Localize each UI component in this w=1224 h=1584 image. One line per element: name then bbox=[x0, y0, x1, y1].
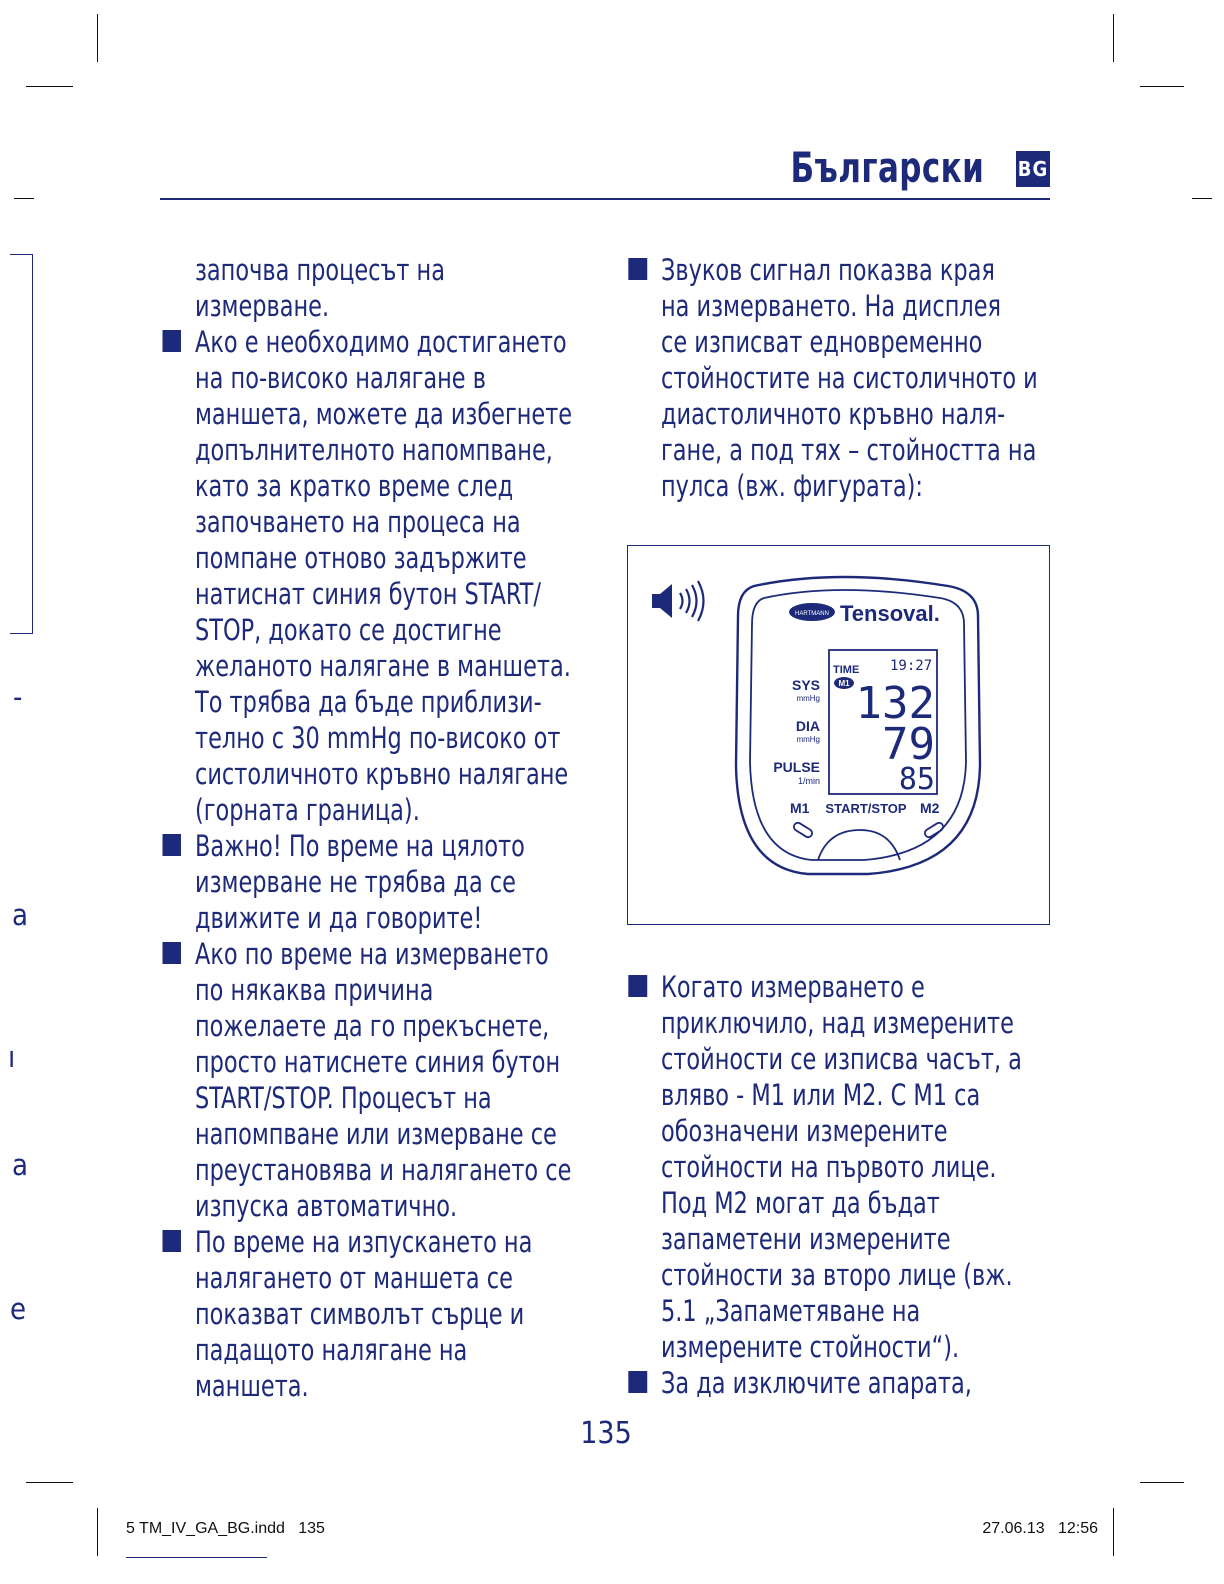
text-line: помпане отново задържите bbox=[195, 541, 527, 575]
bullet-square-icon bbox=[162, 1230, 181, 1252]
text-line: стойностите на систоличното и bbox=[661, 361, 1038, 395]
m1-button-label: M1 bbox=[790, 800, 810, 816]
page-title: Български bbox=[790, 143, 984, 192]
memory-indicator: M1 bbox=[838, 679, 850, 688]
pulse-unit: 1/min bbox=[797, 776, 820, 786]
crop-mark bbox=[26, 86, 73, 87]
bullet-square-icon bbox=[628, 1371, 647, 1393]
text-line: Важно! По време на цялото bbox=[195, 829, 525, 863]
text-line: започването на процеса на bbox=[195, 505, 521, 539]
text-line: Под M2 могат да бъдат bbox=[661, 1186, 940, 1220]
dia-unit: mmHg bbox=[796, 735, 820, 744]
paragraph bbox=[195, 252, 572, 324]
bullet-item bbox=[195, 936, 572, 1224]
crop-mark bbox=[14, 198, 34, 199]
text-line: просто натиснете синия бутон bbox=[195, 1045, 561, 1079]
bullet-square-icon bbox=[628, 975, 647, 997]
text-line: (горната граница). bbox=[195, 793, 420, 827]
crop-mark bbox=[1113, 14, 1114, 62]
footer-date: 27.06.13 12:56 bbox=[982, 1520, 1098, 1537]
m2-button-label: M2 bbox=[920, 800, 940, 816]
text-line: започва процесът на bbox=[195, 253, 445, 287]
text-line: То трябва да бъде приблизи- bbox=[195, 685, 542, 719]
pulse-label: PULSE bbox=[773, 759, 820, 775]
text-line: диастоличното кръвно наля- bbox=[661, 397, 1006, 431]
text-line: вляво - M1 или M2. С M1 са bbox=[661, 1078, 981, 1112]
right-column-bottom bbox=[661, 969, 1022, 1401]
margin-stub: е bbox=[10, 1292, 27, 1326]
text-line: телно с 30 mmHg по-високо от bbox=[195, 721, 561, 755]
bullet-item bbox=[195, 1224, 572, 1404]
text-line: стойности се изписва часът, а bbox=[661, 1042, 1022, 1076]
bullet-item bbox=[661, 252, 1038, 504]
text-line: За да изключите апарата, bbox=[661, 1366, 972, 1400]
text-line: запаметени измерените bbox=[661, 1222, 951, 1256]
crop-mark bbox=[97, 1508, 98, 1556]
text-line: показват символът сърце и bbox=[195, 1297, 525, 1331]
start-stop-button-label: START/STOP bbox=[825, 801, 907, 816]
text-line: напомпване или измерване се bbox=[195, 1117, 557, 1151]
text-line: натиснат синия бутон START/ bbox=[195, 577, 541, 611]
margin-stub: а bbox=[12, 1148, 28, 1182]
text-line: желаното налягане в маншета. bbox=[195, 649, 571, 683]
bullet-square-icon bbox=[162, 834, 181, 856]
language-badge: BG bbox=[1016, 151, 1050, 187]
crop-mark bbox=[26, 1482, 73, 1483]
text-line: По време на изпускането на bbox=[195, 1225, 533, 1259]
text-line: гане, а под тях – стойността на bbox=[661, 433, 1037, 467]
text-line: Звуков сигнал показва края bbox=[661, 253, 995, 287]
speaker-sound-icon bbox=[652, 581, 704, 621]
text-line: пулса (вж. фигурата): bbox=[661, 469, 923, 503]
text-line: допълнителното напомпване, bbox=[195, 433, 553, 467]
text-line: по някаква причина bbox=[195, 973, 434, 1007]
text-line: падащото налягане на bbox=[195, 1333, 468, 1367]
device-figure bbox=[627, 545, 1050, 925]
crop-mark bbox=[1140, 86, 1184, 87]
text-line: Ако по време на измерването bbox=[195, 937, 549, 971]
text-line: Ако е необходимо достигането bbox=[195, 325, 567, 359]
margin-stub: ı bbox=[8, 1040, 16, 1074]
text-line: измерване. bbox=[195, 289, 330, 323]
text-line: обозначени измерените bbox=[661, 1114, 948, 1148]
text-line: 5.1 „Запаметяване на bbox=[661, 1294, 921, 1328]
bullet-item bbox=[195, 324, 572, 828]
text-line: налягането от маншета се bbox=[195, 1261, 513, 1295]
text-line: измерване не трябва да се bbox=[195, 865, 516, 899]
dia-value: 79 bbox=[882, 719, 935, 770]
sys-value: 132 bbox=[855, 678, 935, 729]
bullet-item bbox=[661, 1365, 1022, 1401]
pulse-value: 85 bbox=[898, 762, 935, 797]
text-line: пожелаете да го прекъснете, bbox=[195, 1009, 550, 1043]
text-line: движите и да говорите! bbox=[195, 901, 483, 935]
bullet-square-icon bbox=[628, 258, 647, 280]
text-line: измерените стойности“). bbox=[661, 1330, 960, 1364]
margin-stub: а bbox=[12, 898, 28, 932]
text-line: STOP, докато се достигне bbox=[195, 613, 502, 647]
text-line: маншета, можете да избегнете bbox=[195, 397, 573, 431]
text-line: изпуска автоматично. bbox=[195, 1189, 458, 1223]
text-line: приключило, над измерените bbox=[661, 1006, 1014, 1040]
text-line: на по-високо налягане в bbox=[195, 361, 486, 395]
footer-rule bbox=[126, 1557, 267, 1558]
text-line: START/STOP. Процесът на bbox=[195, 1081, 492, 1115]
time-value: 19:27 bbox=[890, 658, 933, 674]
device-illustration bbox=[628, 546, 1048, 923]
facing-page-box bbox=[10, 254, 33, 634]
text-line: стойности на първото лице. bbox=[661, 1150, 997, 1184]
sys-unit: mmHg bbox=[796, 694, 820, 703]
right-column-top bbox=[661, 252, 1038, 504]
text-line: маншета. bbox=[195, 1369, 309, 1403]
sys-label: SYS bbox=[791, 677, 820, 693]
time-label: TIME bbox=[833, 664, 860, 676]
left-column bbox=[195, 252, 572, 1404]
bullet-square-icon bbox=[162, 942, 181, 964]
device-brand: Tensoval. bbox=[840, 601, 940, 626]
text-line: стойности за второ лице (вж. bbox=[661, 1258, 1013, 1292]
bullet-item bbox=[195, 828, 572, 936]
crop-mark bbox=[97, 14, 98, 62]
footer-filename: 5 TM_IV_GA_BG.indd 135 bbox=[126, 1520, 325, 1537]
text-line: преустановява и налягането се bbox=[195, 1153, 572, 1187]
dia-label: DIA bbox=[795, 718, 820, 734]
text-line: систоличното кръвно налягане bbox=[195, 757, 569, 791]
bullet-item bbox=[661, 969, 1022, 1365]
crop-mark bbox=[1140, 1482, 1184, 1483]
crop-mark bbox=[1113, 1508, 1114, 1556]
text-line: на измерването. На дисплея bbox=[661, 289, 1002, 323]
page-number: 135 bbox=[580, 1416, 632, 1451]
bullet-square-icon bbox=[162, 330, 181, 352]
crop-mark bbox=[1192, 198, 1212, 199]
text-line: се изписват едновременно bbox=[661, 325, 983, 359]
header-rule bbox=[160, 198, 1050, 200]
margin-stub: - bbox=[13, 680, 23, 714]
text-line: като за кратко време след bbox=[195, 469, 514, 503]
text-line: Когато измерването е bbox=[661, 970, 925, 1004]
hartmann-badge-text: HARTMANN bbox=[795, 611, 829, 617]
